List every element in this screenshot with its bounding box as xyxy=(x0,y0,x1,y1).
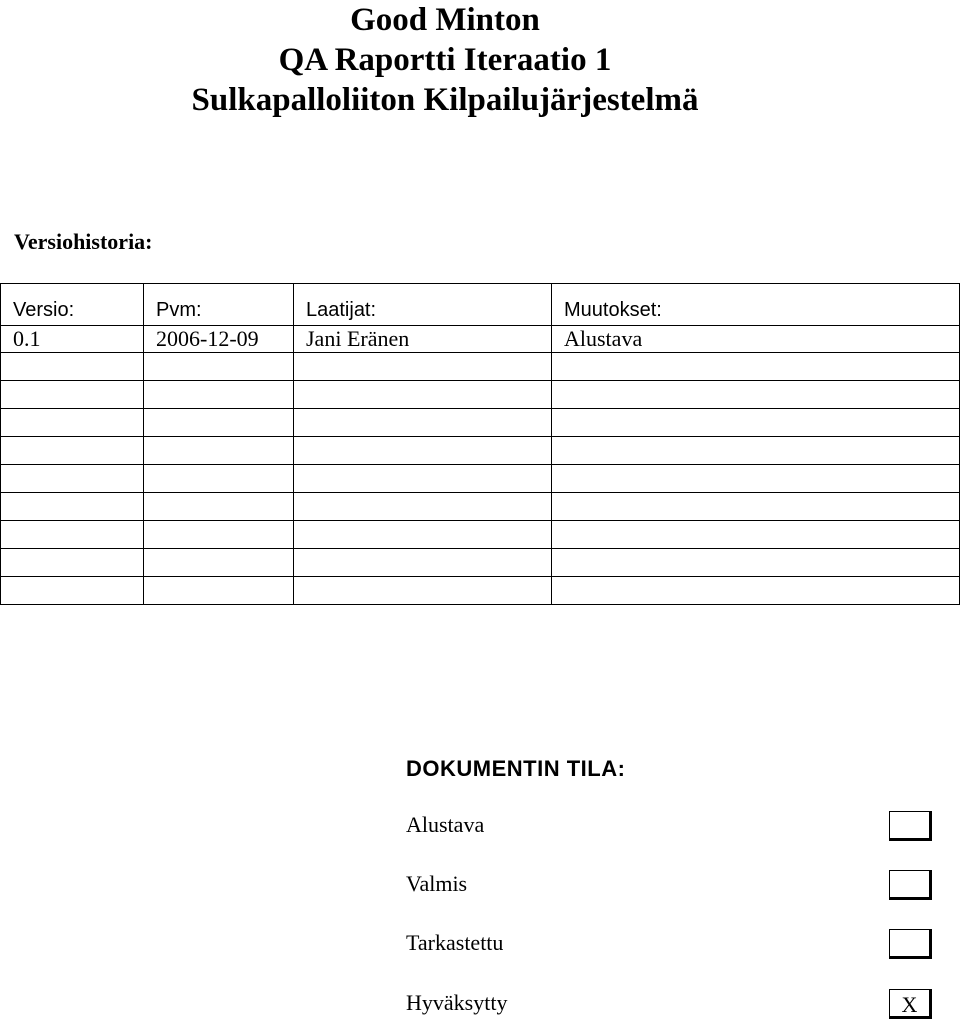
table-cell-empty xyxy=(294,549,552,577)
table-cell-empty xyxy=(144,493,294,521)
cell-changes: Alustava xyxy=(552,326,960,353)
title-line-1: Good Minton xyxy=(350,2,540,38)
table-row xyxy=(1,326,960,353)
cell-version: 0.1 xyxy=(1,326,144,353)
table-cell-empty xyxy=(294,577,552,605)
table-cell-empty xyxy=(552,465,960,493)
table-cell-empty xyxy=(294,521,552,549)
table-cell-empty xyxy=(144,521,294,549)
table-cell-empty xyxy=(1,381,144,409)
table-row-empty xyxy=(1,549,960,577)
table-row-empty xyxy=(1,465,960,493)
table-cell-empty xyxy=(1,493,144,521)
table-cell-empty xyxy=(1,437,144,465)
version-history-heading: Versiohistoria: xyxy=(14,229,153,254)
status-label-reviewed: Tarkastettu xyxy=(406,930,504,955)
table-cell-empty xyxy=(552,381,960,409)
table-cell-empty xyxy=(294,353,552,381)
table-cell-empty xyxy=(144,353,294,381)
table-cell-empty xyxy=(1,409,144,437)
table-cell-empty xyxy=(144,409,294,437)
table-cell-empty xyxy=(552,353,960,381)
status-label-ready: Valmis xyxy=(406,871,468,896)
table-cell-empty xyxy=(552,577,960,605)
table-cell-empty xyxy=(1,521,144,549)
table-row-empty xyxy=(1,493,960,521)
table-cell-empty xyxy=(294,409,552,437)
table-cell-empty xyxy=(144,437,294,465)
status-checkbox-ready xyxy=(889,870,932,900)
table-cell-empty xyxy=(144,577,294,605)
table-cell-empty xyxy=(294,465,552,493)
table-cell-empty xyxy=(294,493,552,521)
status-checkbox-reviewed xyxy=(889,929,932,959)
table-cell-empty xyxy=(552,437,960,465)
table-cell-empty xyxy=(1,549,144,577)
table-cell-empty xyxy=(144,465,294,493)
table-cell-empty xyxy=(294,381,552,409)
header-version: Versio: xyxy=(1,284,144,326)
table-header-row xyxy=(1,284,960,326)
table-row-empty xyxy=(1,521,960,549)
table-row-empty xyxy=(1,577,960,605)
status-checkbox-draft xyxy=(889,811,932,841)
table-cell-empty xyxy=(1,353,144,381)
title-line-2: QA Raportti Iteraatio 1 xyxy=(278,42,612,78)
status-label-draft: Alustava xyxy=(406,812,485,837)
header-authors: Laatijat: xyxy=(294,284,552,326)
status-checkbox-approved: X xyxy=(889,989,932,1019)
table-row-empty xyxy=(1,437,960,465)
status-label-approved: Hyväksytty xyxy=(406,990,508,1015)
document-status-heading: DOKUMENTIN TILA: xyxy=(406,756,626,781)
document-title xyxy=(0,0,890,120)
cell-date: 2006-12-09 xyxy=(144,326,294,353)
table-cell-empty xyxy=(144,381,294,409)
table-cell-empty xyxy=(294,437,552,465)
header-changes: Muutokset: xyxy=(552,284,960,326)
table-cell-empty xyxy=(1,577,144,605)
table-cell-empty xyxy=(552,549,960,577)
table-row-empty xyxy=(1,381,960,409)
table-row-empty xyxy=(1,353,960,381)
table-cell-empty xyxy=(552,521,960,549)
table-cell-empty xyxy=(552,493,960,521)
table-cell-empty xyxy=(1,465,144,493)
version-history-table xyxy=(0,283,960,605)
table-cell-empty xyxy=(552,409,960,437)
header-date: Pvm: xyxy=(144,284,294,326)
table-row-empty xyxy=(1,409,960,437)
title-line-3: Sulkapalloliiton Kilpailujärjestelmä xyxy=(191,82,699,118)
table-cell-empty xyxy=(144,549,294,577)
cell-authors: Jani Eränen xyxy=(294,326,552,353)
